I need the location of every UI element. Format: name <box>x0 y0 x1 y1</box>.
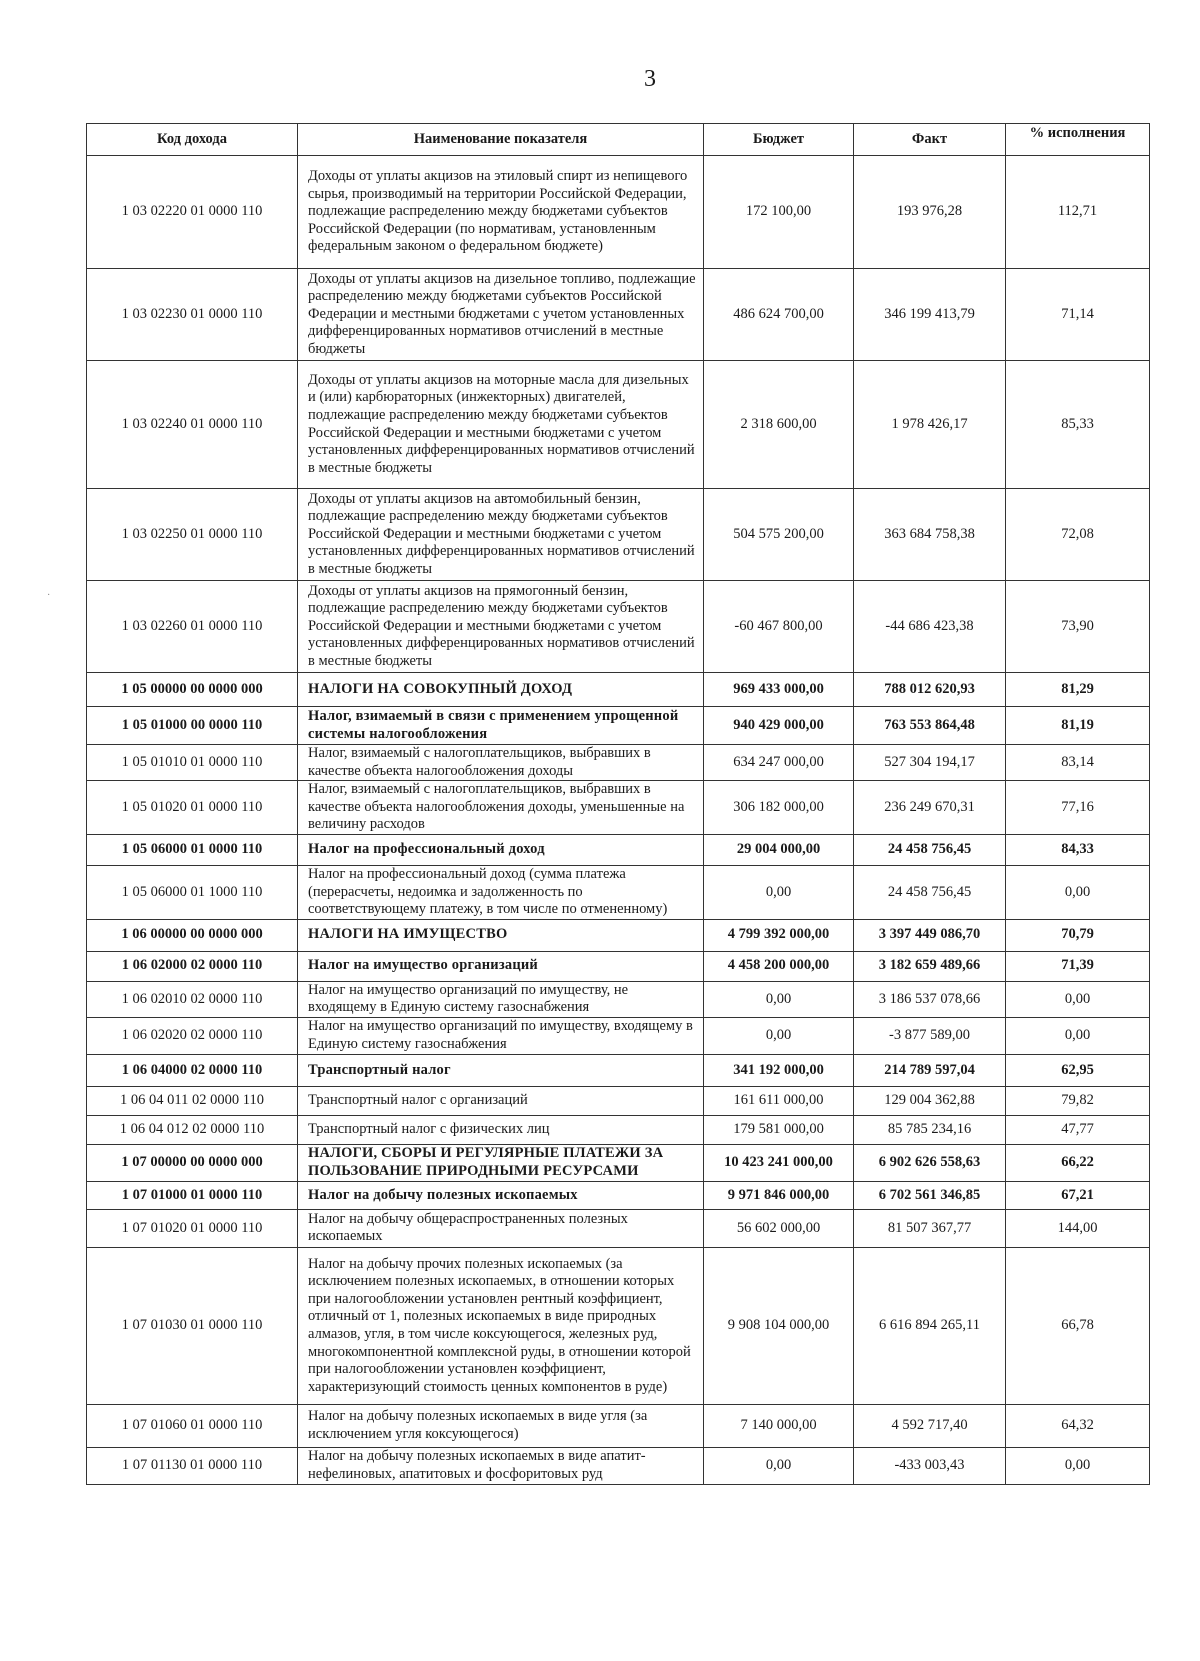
row-fact: 85 785 234,16 <box>854 1115 1006 1144</box>
row-fact: 363 684 758,38 <box>854 489 1006 581</box>
row-code: 1 06 04000 02 0000 110 <box>87 1054 298 1086</box>
row-name: Транспортный налог с организаций <box>298 1086 704 1115</box>
row-name: Доходы от уплаты акцизов на этиловый спирт из непищевого сырья, производимый на территории Российской Федерации, подлежащие распределению между бюджетами субъектов Российской Федерации (по нормативам, установленным федеральным законом о федеральном бюджете) <box>298 156 704 269</box>
table-row <box>87 361 1150 489</box>
row-fact: 24 458 756,45 <box>854 834 1006 865</box>
row-fact: 3 182 659 489,66 <box>854 951 1006 981</box>
row-code: 1 07 00000 00 0000 000 <box>87 1144 298 1181</box>
row-percent: 70,79 <box>1006 919 1150 951</box>
table-row <box>87 919 1150 951</box>
row-name: Транспортный налог с физических лиц <box>298 1115 704 1144</box>
row-budget: 0,00 <box>704 865 854 919</box>
row-name: Налог на добычу общераспространенных полезных ископаемых <box>298 1209 704 1247</box>
row-fact: 236 249 670,31 <box>854 781 1006 835</box>
row-percent: 85,33 <box>1006 361 1150 489</box>
row-percent: 72,08 <box>1006 489 1150 581</box>
row-percent: 66,78 <box>1006 1247 1150 1404</box>
row-name: Доходы от уплаты акцизов на дизельное топливо, подлежащие распределению между бюджетами субъектов Российской Федерации и местными бюджетами с учетом установленных дифференцированных нормативов отчислений в местные бюджеты <box>298 269 704 361</box>
scan-mark: · <box>47 590 51 601</box>
row-budget: 0,00 <box>704 1017 854 1054</box>
table-row <box>87 865 1150 919</box>
row-name: Налог, взимаемый с налогоплательщиков, выбравших в качестве объекта налогообложения доходы <box>298 745 704 781</box>
row-fact: 4 592 717,40 <box>854 1404 1006 1447</box>
row-budget: -60 467 800,00 <box>704 581 854 673</box>
row-percent: 71,39 <box>1006 951 1150 981</box>
row-code: 1 07 01030 01 0000 110 <box>87 1247 298 1404</box>
table-row <box>87 489 1150 581</box>
table-row <box>87 1209 1150 1247</box>
row-budget: 4 799 392 000,00 <box>704 919 854 951</box>
row-budget: 29 004 000,00 <box>704 834 854 865</box>
row-percent: 0,00 <box>1006 1017 1150 1054</box>
row-budget: 161 611 000,00 <box>704 1086 854 1115</box>
row-code: 1 03 02250 01 0000 110 <box>87 489 298 581</box>
row-fact: -3 877 589,00 <box>854 1017 1006 1054</box>
row-budget: 969 433 000,00 <box>704 673 854 707</box>
table-row <box>87 1054 1150 1086</box>
row-fact: 346 199 413,79 <box>854 269 1006 361</box>
table-row <box>87 1447 1150 1484</box>
row-budget: 7 140 000,00 <box>704 1404 854 1447</box>
row-name: Налог на имущество организаций <box>298 951 704 981</box>
row-code: 1 06 02020 02 0000 110 <box>87 1017 298 1054</box>
row-name: Налог на имущество организаций по имуществу, не входящему в Единую систему газоснабжения <box>298 981 704 1017</box>
row-fact: 763 553 864,48 <box>854 707 1006 745</box>
row-fact: 81 507 367,77 <box>854 1209 1006 1247</box>
row-name: НАЛОГИ НА СОВОКУПНЫЙ ДОХОД <box>298 673 704 707</box>
row-budget: 9 908 104 000,00 <box>704 1247 854 1404</box>
table-row <box>87 707 1150 745</box>
table-row <box>87 951 1150 981</box>
row-code: 1 05 06000 01 1000 110 <box>87 865 298 919</box>
row-budget: 179 581 000,00 <box>704 1115 854 1144</box>
row-fact: 1 978 426,17 <box>854 361 1006 489</box>
row-name: Налог на имущество организаций по имуществу, входящему в Единую систему газоснабжения <box>298 1017 704 1054</box>
row-name: Налог на добычу полезных ископаемых <box>298 1181 704 1209</box>
row-code: 1 07 01060 01 0000 110 <box>87 1404 298 1447</box>
row-percent: 64,32 <box>1006 1404 1150 1447</box>
row-percent: 0,00 <box>1006 865 1150 919</box>
revenue-table <box>86 123 1150 1485</box>
row-percent: 0,00 <box>1006 1447 1150 1484</box>
header-percent: % исполнения <box>1006 124 1150 156</box>
table-row <box>87 269 1150 361</box>
row-code: 1 06 04 012 02 0000 110 <box>87 1115 298 1144</box>
table-row <box>87 1144 1150 1181</box>
row-percent: 62,95 <box>1006 1054 1150 1086</box>
header-fact: Факт <box>854 124 1006 156</box>
row-name: Доходы от уплаты акцизов на моторные масла для дизельных и (или) карбюраторных (инжекторных) двигателей, подлежащие распределению между бюджетами субъектов Российской Федерации и местными бюджетами с учетом установленных дифференцированных нормативов отчислений в местные бюджеты <box>298 361 704 489</box>
table-row <box>87 745 1150 781</box>
table-row <box>87 1181 1150 1209</box>
row-budget: 4 458 200 000,00 <box>704 951 854 981</box>
row-budget: 56 602 000,00 <box>704 1209 854 1247</box>
row-code: 1 07 01020 01 0000 110 <box>87 1209 298 1247</box>
row-code: 1 06 02010 02 0000 110 <box>87 981 298 1017</box>
row-name: Налог на профессиональный доход (сумма платежа (перерасчеты, недоимка и задолженность по соответствующему платежу, в том числе по отмененному) <box>298 865 704 919</box>
row-fact: 3 186 537 078,66 <box>854 981 1006 1017</box>
row-name: Транспортный налог <box>298 1054 704 1086</box>
row-code: 1 06 00000 00 0000 000 <box>87 919 298 951</box>
row-code: 1 05 06000 01 0000 110 <box>87 834 298 865</box>
row-budget: 9 971 846 000,00 <box>704 1181 854 1209</box>
row-fact: 6 616 894 265,11 <box>854 1247 1006 1404</box>
row-name: Налог на добычу полезных ископаемых в виде апатит-нефелиновых, апатитовых и фосфоритовых руд <box>298 1447 704 1484</box>
table-row <box>87 834 1150 865</box>
row-name: Доходы от уплаты акцизов на прямогонный бензин, подлежащие распределению между бюджетами субъектов Российской Федерации и местными бюджетами с учетом установленных дифференцированных нормативов отчислений в местные бюджеты <box>298 581 704 673</box>
table-row <box>87 673 1150 707</box>
row-fact: 6 902 626 558,63 <box>854 1144 1006 1181</box>
row-fact: 214 789 597,04 <box>854 1054 1006 1086</box>
row-budget: 486 624 700,00 <box>704 269 854 361</box>
row-budget: 0,00 <box>704 1447 854 1484</box>
row-fact: 129 004 362,88 <box>854 1086 1006 1115</box>
row-name: Доходы от уплаты акцизов на автомобильный бензин, подлежащие распределению между бюджетами субъектов Российской Федерации и местными бюджетами с учетом установленных дифференцированных нормативов отчислений в местные бюджеты <box>298 489 704 581</box>
row-budget: 306 182 000,00 <box>704 781 854 835</box>
row-percent: 81,19 <box>1006 707 1150 745</box>
row-fact: -433 003,43 <box>854 1447 1006 1484</box>
row-budget: 2 318 600,00 <box>704 361 854 489</box>
row-code: 1 05 00000 00 0000 000 <box>87 673 298 707</box>
row-fact: 527 304 194,17 <box>854 745 1006 781</box>
row-percent: 73,90 <box>1006 581 1150 673</box>
table-row <box>87 1247 1150 1404</box>
row-budget: 172 100,00 <box>704 156 854 269</box>
table-row <box>87 1115 1150 1144</box>
row-percent: 81,29 <box>1006 673 1150 707</box>
row-percent: 112,71 <box>1006 156 1150 269</box>
row-code: 1 06 04 011 02 0000 110 <box>87 1086 298 1115</box>
header-budget: Бюджет <box>704 124 854 156</box>
row-code: 1 05 01020 01 0000 110 <box>87 781 298 835</box>
table-row <box>87 1404 1150 1447</box>
table-row <box>87 156 1150 269</box>
row-percent: 67,21 <box>1006 1181 1150 1209</box>
row-budget: 10 423 241 000,00 <box>704 1144 854 1181</box>
row-budget: 341 192 000,00 <box>704 1054 854 1086</box>
table-row <box>87 1017 1150 1054</box>
row-percent: 47,77 <box>1006 1115 1150 1144</box>
row-code: 1 03 02240 01 0000 110 <box>87 361 298 489</box>
row-budget: 940 429 000,00 <box>704 707 854 745</box>
table-header-row <box>87 124 1150 156</box>
row-percent: 77,16 <box>1006 781 1150 835</box>
row-name: НАЛОГИ НА ИМУЩЕСТВО <box>298 919 704 951</box>
table-row <box>87 1086 1150 1115</box>
row-fact: 3 397 449 086,70 <box>854 919 1006 951</box>
row-name: НАЛОГИ, СБОРЫ И РЕГУЛЯРНЫЕ ПЛАТЕЖИ ЗА ПОЛЬЗОВАНИЕ ПРИРОДНЫМИ РЕСУРСАМИ <box>298 1144 704 1181</box>
table-row <box>87 981 1150 1017</box>
row-code: 1 06 02000 02 0000 110 <box>87 951 298 981</box>
row-fact: 6 702 561 346,85 <box>854 1181 1006 1209</box>
row-fact: 788 012 620,93 <box>854 673 1006 707</box>
row-name: Налог на добычу полезных ископаемых в виде угля (за исключением угля коксующегося) <box>298 1404 704 1447</box>
row-code: 1 05 01010 01 0000 110 <box>87 745 298 781</box>
table-row <box>87 781 1150 835</box>
row-name: Налог, взимаемый с налогоплательщиков, выбравших в качестве объекта налогообложения доходы, уменьшенные на величину расходов <box>298 781 704 835</box>
row-code: 1 07 01130 01 0000 110 <box>87 1447 298 1484</box>
row-name: Налог, взимаемый в связи с применением упрощенной системы налогообложения <box>298 707 704 745</box>
row-fact: 193 976,28 <box>854 156 1006 269</box>
header-code: Код дохода <box>87 124 298 156</box>
table-row <box>87 581 1150 673</box>
row-budget: 634 247 000,00 <box>704 745 854 781</box>
row-percent: 66,22 <box>1006 1144 1150 1181</box>
row-code: 1 03 02260 01 0000 110 <box>87 581 298 673</box>
header-name: Наименование показателя <box>298 124 704 156</box>
row-percent: 144,00 <box>1006 1209 1150 1247</box>
row-code: 1 07 01000 01 0000 110 <box>87 1181 298 1209</box>
page-number: 3 <box>644 66 656 92</box>
row-code: 1 03 02220 01 0000 110 <box>87 156 298 269</box>
table-body <box>87 156 1150 1485</box>
row-code: 1 03 02230 01 0000 110 <box>87 269 298 361</box>
row-percent: 79,82 <box>1006 1086 1150 1115</box>
row-percent: 83,14 <box>1006 745 1150 781</box>
row-code: 1 05 01000 00 0000 110 <box>87 707 298 745</box>
row-budget: 0,00 <box>704 981 854 1017</box>
row-percent: 84,33 <box>1006 834 1150 865</box>
revenue-table-container <box>86 123 1149 1485</box>
row-fact: -44 686 423,38 <box>854 581 1006 673</box>
row-name: Налог на добычу прочих полезных ископаемых (за исключением полезных ископаемых, в отношении которых при налогообложении установлен рентный коэффициент, отличный от 1, полезных ископаемых в виде природных алмазов, угля, в том числе коксующегося, железных руд, многокомпонентной комплексной руды, в отношении которой при налогообложении установлен коэффициент, характеризующий стоимость ценных компонентов в руде) <box>298 1247 704 1404</box>
row-percent: 71,14 <box>1006 269 1150 361</box>
row-fact: 24 458 756,45 <box>854 865 1006 919</box>
row-name: Налог на профессиональный доход <box>298 834 704 865</box>
row-budget: 504 575 200,00 <box>704 489 854 581</box>
row-percent: 0,00 <box>1006 981 1150 1017</box>
